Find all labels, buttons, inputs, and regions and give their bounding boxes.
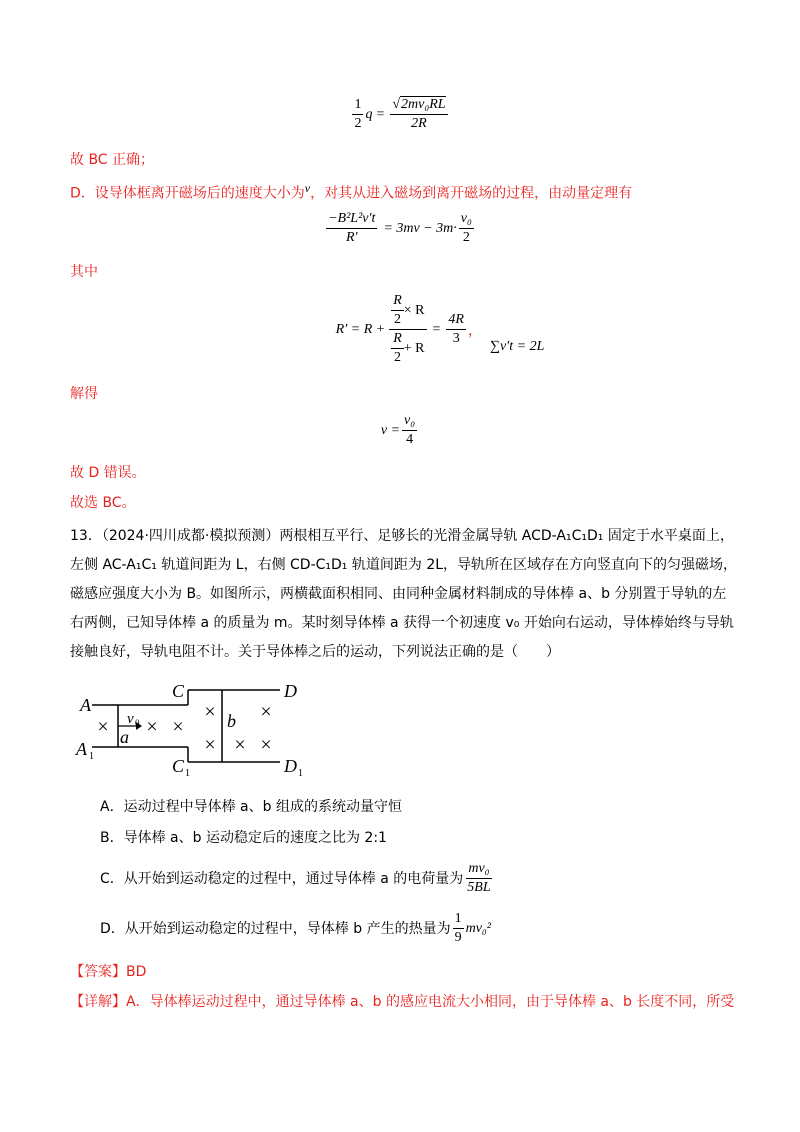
frac-num: v₀ — [459, 210, 474, 229]
q13-line-4: 右两侧，已知导体棒 a 的质量为 m。某时刻导体棒 a 获得一个初速度 v₀ 开始向右运动，导体棒始终与导轨 — [70, 615, 734, 631]
plus: + R — [403, 340, 425, 356]
frac-den: 5BL — [467, 880, 491, 895]
lhs: v = — [380, 422, 401, 438]
label-A1-sub: 1 — [89, 751, 94, 762]
frac-num: v₀ — [402, 412, 417, 431]
frac-den: 9 — [454, 930, 462, 945]
label-D: D — [284, 681, 297, 701]
detail-line: 【详解】A．导体棒运动过程中，通过导体棒 a、b 的感应电流大小相同，由于导体棒 a、b 长度不同，所受 — [70, 994, 735, 1010]
cross: × — [97, 716, 109, 738]
frac-num: 4R — [446, 311, 466, 330]
frac-num: 1 — [352, 96, 363, 115]
times: × R — [403, 302, 425, 318]
cross: × — [260, 734, 272, 756]
equals: = — [432, 321, 441, 337]
line-choose-bc: 故选 BC。 — [70, 495, 136, 511]
answer-line: 【答案】BD — [70, 964, 147, 980]
line-d-part1: D．设导体框离开磁场后的速度大小为 — [70, 185, 305, 202]
label-D1: D — [284, 756, 297, 776]
label-C1-sub: 1 — [185, 768, 190, 779]
option-d-text: D．从开始到运动稳定的过程中，导体棒 b 产生的热量为 — [100, 920, 451, 937]
option-d-tail: mv₀² — [465, 920, 491, 936]
comma: ， — [467, 323, 482, 339]
frac-num: 1 — [453, 910, 464, 929]
rhs: = 3mv − 3m· — [383, 220, 457, 236]
q13-line-1: 13．（2024·四川成都·模拟预测）两根相互平行、足够长的光滑金属导轨 ACD-A₁C₁D₁ 固定于水平桌面上， — [70, 528, 734, 544]
lhs: R′ = R + — [335, 321, 386, 337]
option-c-text: C．从开始到运动稳定的过程中，通过导体棒 a 的电荷量为 — [100, 870, 464, 887]
cross: × — [204, 734, 216, 756]
label-A: A — [80, 695, 91, 715]
equation-result-v — [0, 412, 800, 449]
sum-distance: ∑v′t = 2L — [489, 338, 545, 354]
equals: = — [376, 106, 385, 122]
sqrt-sign: √ — [392, 97, 401, 112]
inner-num: R — [391, 292, 404, 311]
label-A1: A — [76, 739, 87, 759]
frac-den: 4 — [406, 432, 414, 447]
equation-charge — [0, 96, 800, 133]
frac-den: 2 — [462, 230, 470, 245]
inner-den: 2 — [393, 350, 401, 365]
inner-num: R — [391, 330, 404, 349]
inner-den: 2 — [393, 312, 401, 327]
line-d-part2: ，对其从进入磁场到离开磁场的过程，由动量定理有 — [310, 185, 633, 202]
label-D1-sub: 1 — [298, 768, 303, 779]
q13-line-2: 左侧 AC-A₁C₁ 轨道间距为 L，右侧 CD-C₁D₁ 轨道间距为 2L，导轨所在区域存在方向竖直向下的匀强磁场， — [70, 557, 738, 573]
label-a: a — [120, 727, 129, 747]
option-b: B．导体棒 a、b 运动稳定后的速度之比为 2:1 — [100, 830, 387, 846]
sqrt-content: 2mv₀RL — [401, 97, 446, 112]
equation-momentum — [0, 210, 800, 247]
cross: × — [204, 701, 216, 723]
q13-line-3: 磁感应强度大小为 B。如图所示，两横截面积相同、由同种金属材料制成的导体棒 a、b 分别置于导轨的左 — [70, 586, 727, 602]
question-13 — [70, 522, 737, 667]
equation-resistance — [40, 292, 800, 367]
frac-num: −B²L²v′t — [326, 210, 377, 229]
cross: × — [234, 734, 246, 756]
frac-num: mv₀ — [466, 860, 491, 879]
line-jiede: 解得 — [70, 386, 98, 402]
option-d — [100, 910, 491, 947]
line-option-d — [70, 178, 632, 204]
cross: × — [260, 701, 272, 723]
q13-line-5: 接触良好，导轨电阻不计。关于导体棒之后的运动，下列说法正确的是（ ） — [70, 644, 560, 660]
label-v0-sub: 0 — [135, 718, 140, 728]
label-C1: C — [172, 756, 185, 776]
line-bc-correct: 故 BC 正确； — [70, 152, 155, 168]
option-a: A．运动过程中导体棒 a、b 组成的系统动量守恒 — [100, 799, 402, 815]
label-v0: v — [127, 711, 134, 727]
label-C: C — [172, 681, 185, 701]
var-v: v — [304, 181, 311, 195]
figure-labels — [75, 681, 303, 779]
label-b: b — [227, 711, 236, 731]
line-d-wrong: 故 D 错误。 — [70, 465, 146, 481]
rails-figure — [70, 680, 350, 780]
frac-den: 3 — [452, 331, 460, 346]
frac-den: 2 — [354, 116, 362, 131]
option-c — [100, 860, 495, 897]
cross: × — [146, 716, 158, 738]
var-q: q — [365, 106, 373, 122]
cross: × — [172, 716, 184, 738]
line-qizhong: 其中 — [70, 264, 98, 280]
frac-den: R′ — [345, 230, 358, 245]
frac-den: 2R — [411, 116, 427, 131]
